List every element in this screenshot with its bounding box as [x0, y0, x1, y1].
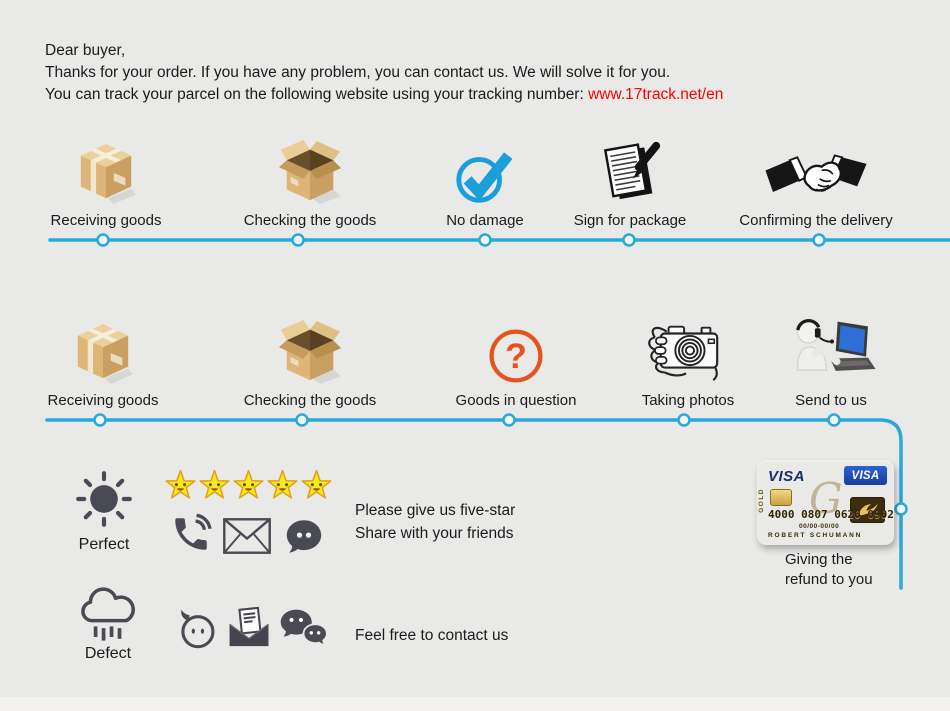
chat-bubble-icon [285, 518, 323, 560]
contact-message: Feel free to contact us [355, 627, 509, 644]
header-text [45, 40, 723, 106]
tracking-url-link[interactable]: www.17track.net/en [588, 86, 724, 103]
defect-cloud-icon [76, 583, 140, 650]
step-label: Taking photos [641, 392, 735, 409]
card-monogram: G [809, 474, 843, 523]
face-chat-icon [177, 608, 217, 654]
five-star-message [355, 499, 515, 545]
open-mail-icon [227, 606, 271, 654]
star-rating [164, 470, 333, 503]
perfect-sun-icon [68, 464, 140, 539]
visa-card [757, 460, 894, 545]
closed-box-icon [8, 316, 198, 386]
step-label: Receiving goods [50, 212, 162, 229]
header-tracking-line [45, 84, 723, 106]
step-sign-for-package [535, 136, 725, 229]
five-star-message-line2: Share with your friends [355, 525, 514, 542]
svg-text:?: ? [505, 336, 527, 377]
phone-icon [170, 513, 212, 560]
open-box-icon [215, 316, 405, 386]
sign-document-icon [535, 136, 725, 206]
header-greeting: Dear buyer, [45, 42, 126, 59]
star-icon [266, 470, 299, 503]
star-icon [198, 470, 231, 503]
step-send-to-us [736, 316, 926, 409]
star-icon [164, 470, 197, 503]
star-icon [232, 470, 265, 503]
card-holder: ROBERT SCHUMANN [768, 532, 863, 539]
step-label: Send to us [795, 392, 867, 409]
step-receiving-goods-1 [11, 136, 201, 229]
visa-logo: VISA [768, 468, 806, 485]
header-message: Thanks for your order. If you have any problem, you can contact us. We will solve it for you. [45, 64, 671, 81]
step-label: Receiving goods [47, 392, 159, 409]
handshake-icon [721, 136, 911, 206]
step-label: Sign for package [573, 212, 687, 229]
step-receiving-goods-2 [8, 316, 198, 409]
step-checking-goods-1 [215, 136, 405, 229]
step-label: Goods in question [455, 392, 577, 409]
card-chip [770, 489, 792, 506]
step-checking-goods-2 [215, 316, 405, 409]
question-circle-icon [421, 316, 611, 386]
step-label: Confirming the delivery [739, 212, 893, 229]
refund-caption [785, 550, 873, 590]
envelope-icon [223, 517, 271, 560]
card-expiry: 00/00-00/00 [799, 523, 840, 530]
step-confirming-delivery [721, 136, 911, 229]
five-star-message-line1: Please give us five-star [355, 502, 516, 519]
card-number: 4000 0807 0620 0902 [768, 508, 894, 521]
step-label: Checking the goods [243, 392, 377, 409]
refund-caption-line1: Giving the [785, 551, 853, 568]
bottom-strip [0, 697, 950, 711]
defect-label: Defect [84, 645, 132, 662]
perfect-label: Perfect [78, 536, 130, 553]
step-label: Checking the goods [243, 212, 377, 229]
tracking-text: You can track your parcel on the following website using your tracking number: [45, 86, 589, 103]
visa-badge-label: VISA [851, 469, 880, 482]
step-label: No damage [446, 212, 524, 229]
open-box-icon [215, 136, 405, 206]
support-agent-icon [736, 316, 926, 386]
closed-box-icon [11, 136, 201, 206]
star-icon [300, 470, 333, 503]
visa-badge [844, 466, 887, 485]
wechat-icon [279, 608, 329, 655]
step-goods-in-question [421, 316, 611, 409]
refund-caption-line2: refund to you [785, 571, 873, 588]
card-type-label: GOLD [758, 488, 765, 513]
